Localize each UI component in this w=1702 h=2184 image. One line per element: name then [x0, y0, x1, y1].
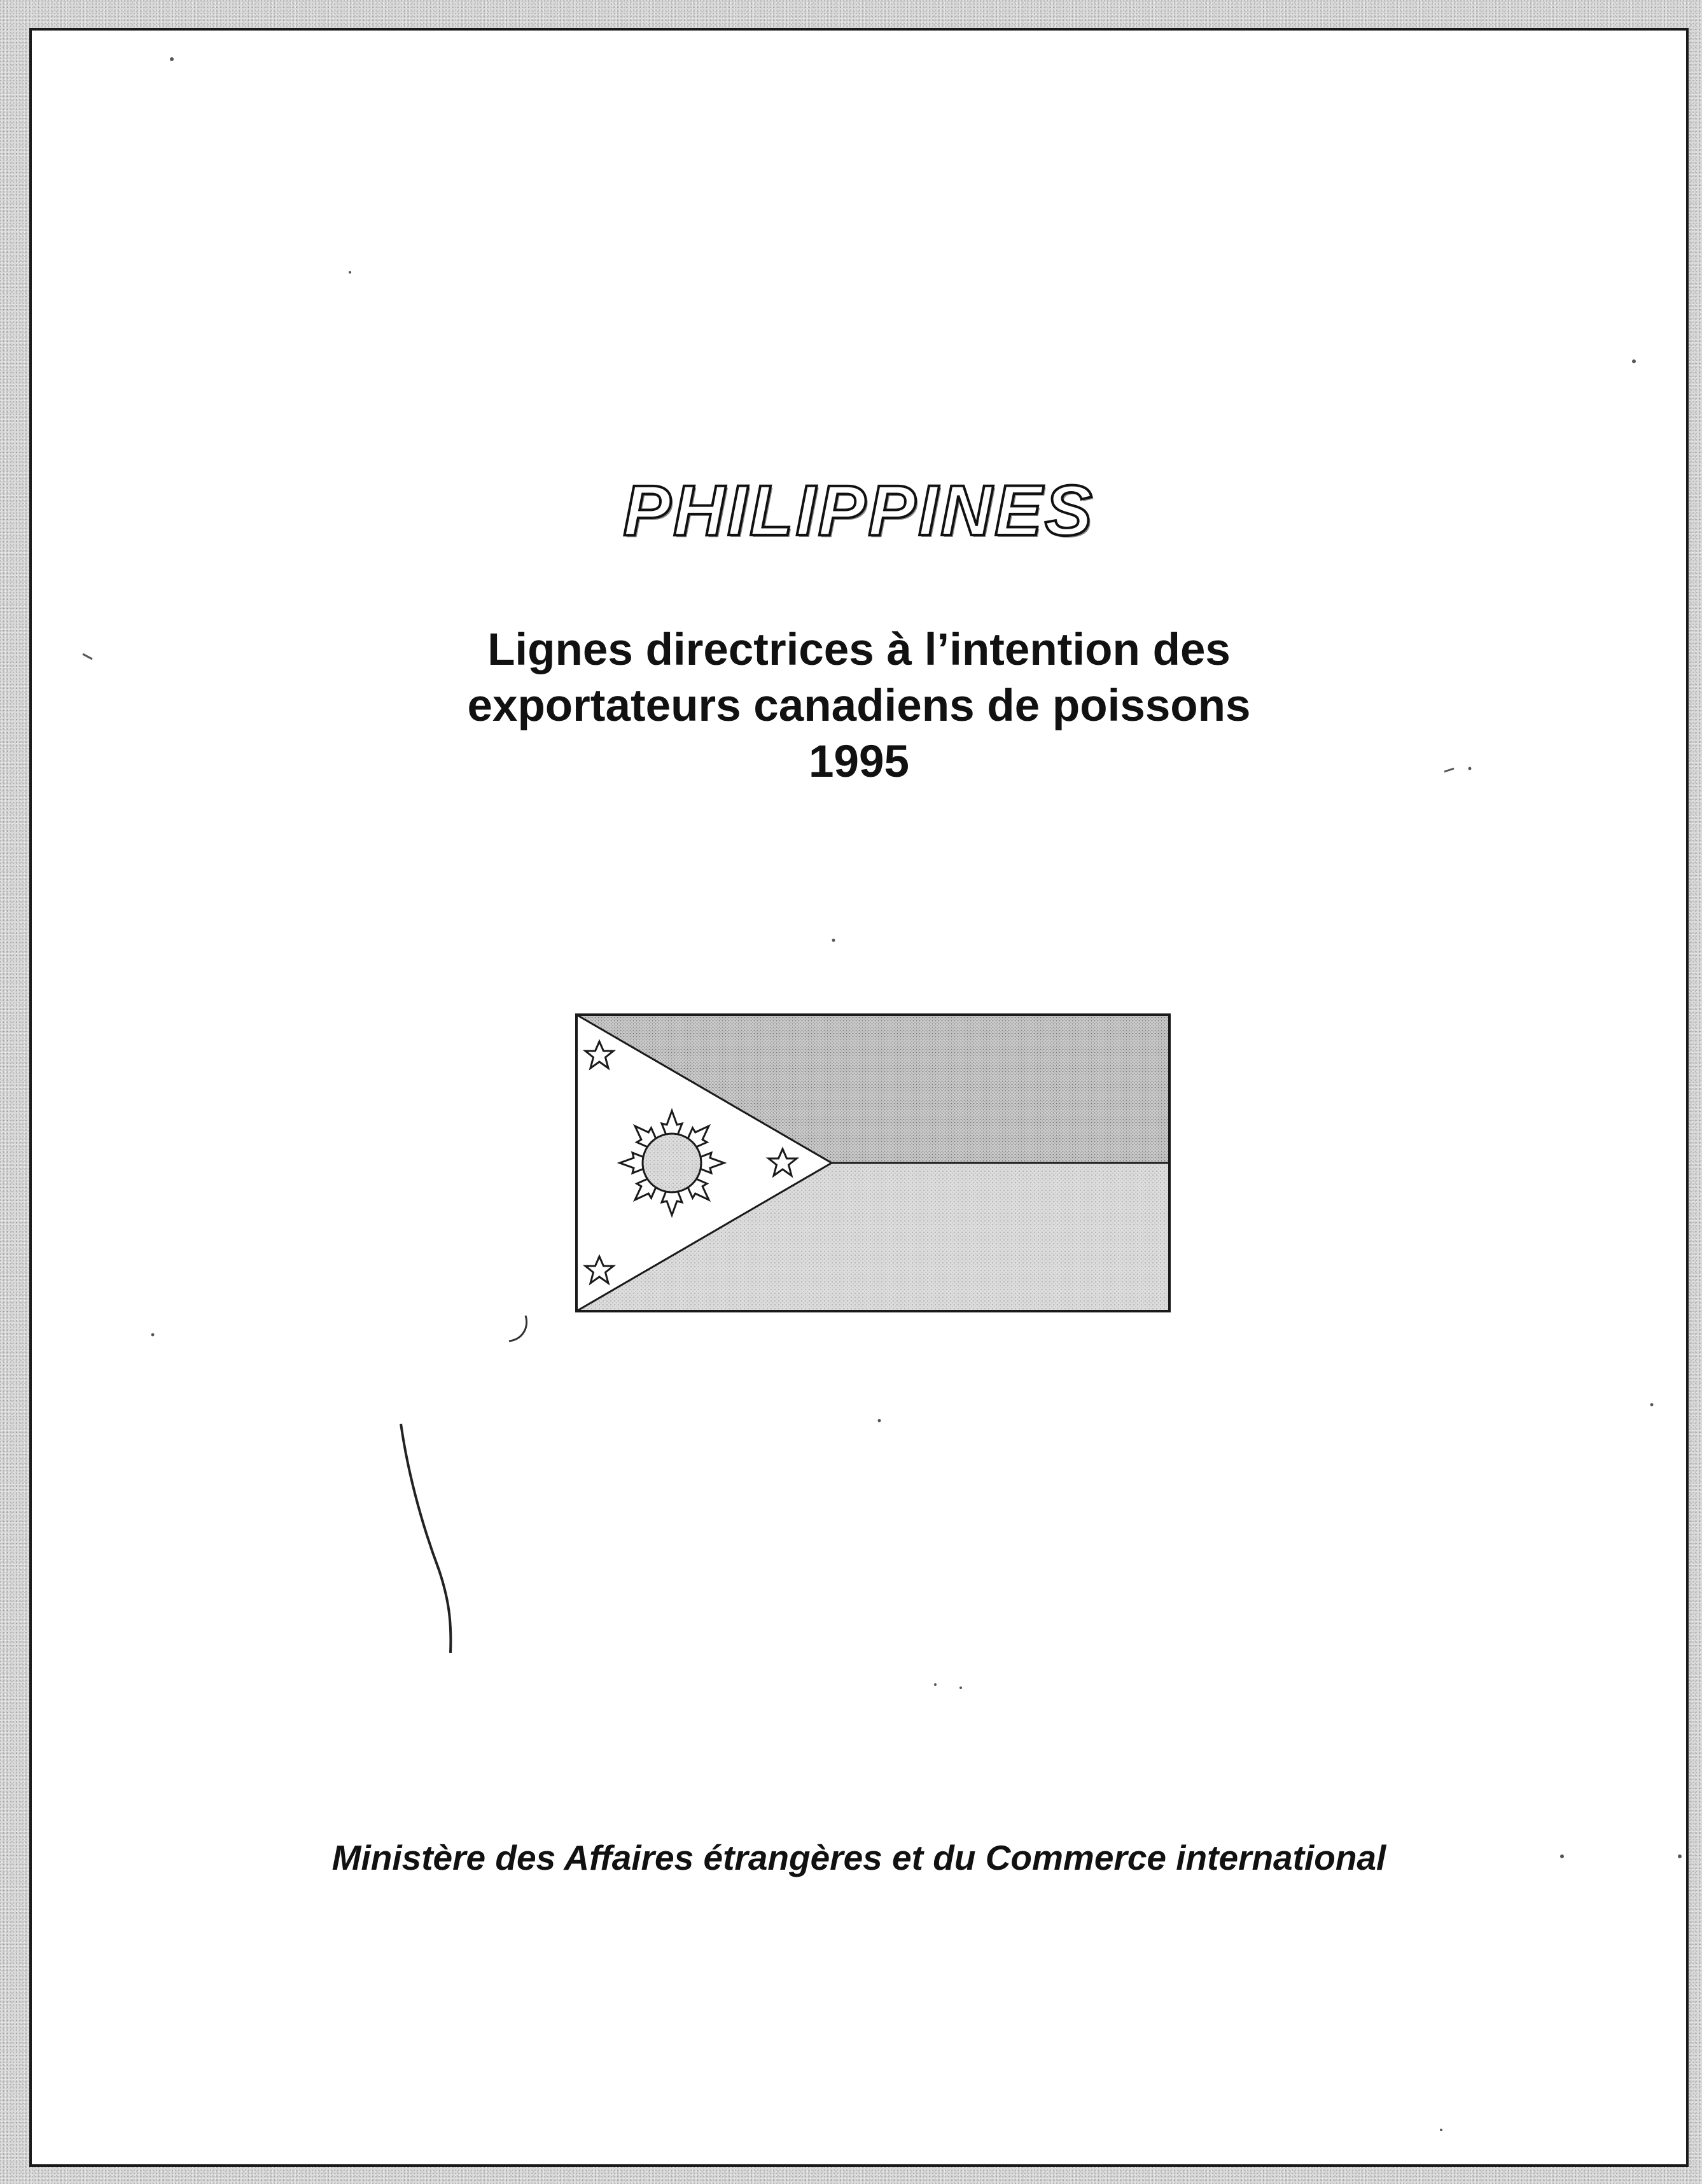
- philippines-flag-icon: [575, 1013, 1171, 1312]
- subtitle-line-2: exportateurs canadiens de poissons: [467, 681, 1251, 731]
- scan-mark-curve: [503, 1309, 541, 1347]
- sun-icon: [620, 1111, 724, 1215]
- document-subtitle: [32, 622, 1686, 790]
- subtitle-year: 1995: [809, 737, 909, 787]
- subtitle-line-1: Lignes directrices à l’intention des: [487, 625, 1231, 675]
- cover-page: [29, 28, 1689, 2167]
- publisher-line: Ministère des Affaires étrangères et du Commerce international: [331, 1838, 1386, 1877]
- scan-pen-stroke: [388, 1417, 464, 1659]
- country-title: PHILIPPINES: [623, 471, 1095, 550]
